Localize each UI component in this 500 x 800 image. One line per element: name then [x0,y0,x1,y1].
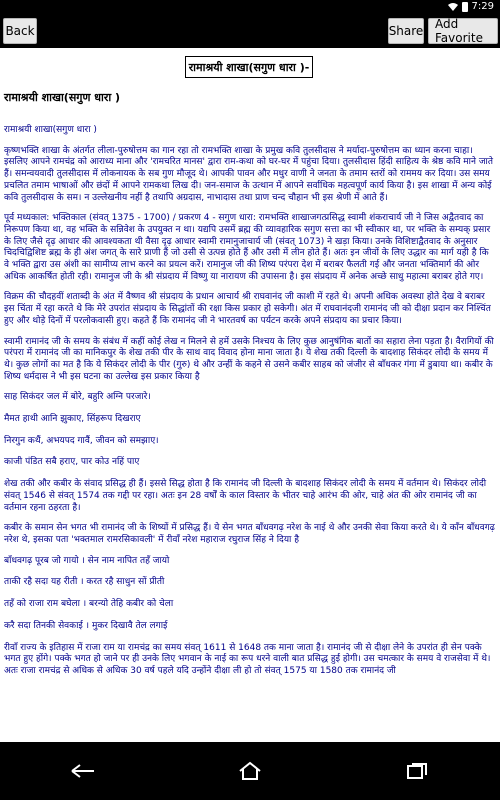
back-button[interactable]: Back [3,18,37,44]
back-arrow-icon[interactable] [63,756,103,786]
add-favorite-button[interactable]: Add Favorite [428,18,498,44]
section-heading: रामाश्रयी शाखा(सगुण धारा ) [4,91,121,104]
share-button[interactable]: Share [388,18,424,44]
article-content[interactable] [0,48,500,742]
top-toolbar [0,14,500,48]
recent-apps-icon[interactable] [397,756,437,786]
paragraph: शेख तकी और कबीर के संवाद प्रसिद्ध ही हैं। इससे सिद्ध होता है कि रामानंद जी दिल्ली के बादशाह सिकंदर लोदी के समय में वर्तमान थे। सिकंदर लोदी संवत् 1546 से संवत् 1574 तक गद्दी पर रहा। अतः इन 28 वर्षों के काल विस्तार के भीतर चाहे आरंभ की ओर, चाहे अंत की ओर रामानंद जी का वर्तमान रहना ठहरता है। [4,479,487,513]
paragraph: विक्रम की चौदहवीं शताब्दी के अंत में वैष्णव श्री संप्रदाय के प्रधान आचार्य श्री राघवानंद जी काशी में रहते थे। अपनी अधिक अवस्था होते देख वे बराबर इस चिंता में रहा करते थे कि मेरे उपरांत संप्रदाय के सिद्धांतों की रक्षा किस प्रकार हो सकेगी। अंत में राघवानंदजी रामानंद जी को दीक्षा प्रदान कर निश्चिंत हुए और थोड़े दिनों में परलोकवासी हुए। कहते हैं कि रामानंद जी ने भारतवर्ष का पर्यटन करके अपने संप्रदाय का प्रचार किया। [4,292,491,326]
verse-line: काजी पंडित सबै हराए, पार कोउ नहिं पाए [4,457,140,468]
verse-line: बाँधवगढ़ पूरब जो गायो । सेन नाम नापित तहँ जायो [4,555,170,566]
home-icon[interactable] [230,756,270,786]
verse-line: करै सदा तिनकी सेवकाई । मुकर दिखावै तेल लगाई [4,620,168,631]
paragraph: रामाश्रयी शाखा(सगुण धारा ) [4,125,97,135]
paragraph: स्वामी रामानंद जी के समय के संबंध में कहीं कोई लेख न मिलने से हमें उसके निश्चय के लिए कुछ आनुषंगिक बातों का सहारा लेना पड़ता है। वैरागियों की परंपरा में रामानंद जी का मानिकपुर के शेख तकी पीर के साथ वाद विवाद होना माना जाता है। ये शेख तकी दिल्ली के बादशाह सिकंदर लोदी के समय में थे। कुछ लोगों का मत है कि ये सिकंदर लोदी के पीर (गुरु) थे और उन्हीं के कहने से उसने कबीर साहब को जंजीर से बाँधकर गंगा में डुबाया था। कबीर के शिष्य धर्मदास ने भी इस घटना का उल्लेख इस प्रकार किया है [4,336,494,382]
wifi-icon [448,2,458,12]
battery-icon [462,2,468,12]
status-icons [448,1,494,12]
verse-line: तहँ को राजा राम बघेला । बरन्यो तेहि कबीर को चेला [4,599,174,610]
verse-line: निरगुन कथैं, अभयपद गावैं, जीवन को समझाए। [4,435,159,446]
paragraph: कृष्णभक्ति शाखा के अंतर्गत लीला-पुरुषोत्तम का गान रहा तो रामभक्ति शाखा के प्रमुख कवि तुलसीदास ने मर्यादा-पुरुषोत्तम का ध्यान करना चाहा। इसलिए आपने रामचंद्र को आराध्य माना और 'रामचरित मानस' द्वारा राम-कथा को घर-घर में पहुंचा दिया। तुलसीदास हिंदी साहित्य के श्रेष्ठ कवि माने जाते हैं। समन्वयवादी तुलसीदास में लोकनायक के सब गुण मौजूद थे। आपकी पावन और मधुर वाणी ने जनता के तमाम स्तरों को राममय कर दिया। उस समय प्रचलित तमाम भाषाओं और छंदों में आपने रामकथा लिख दी। जन-समाज के उत्थान में आपने सर्वाधिक महत्वपूर्ण कार्य किया है। इस शाखा में अन्य कोई कवि तुलसीदास के सम। न उल्लेखनीय नहीं है तथापि अग्रदास, नाभादास तथा प्राण चन्द चौहान भी इस श्रेणी में आते हैं। [4,145,494,203]
paragraph: रीवाँ राज्य के इतिहास में राजा राम या रामचंद्र का समय संवत् 1611 से 1648 तक माना जाता है। रामानंद जी से दीक्षा लेने के उपरांत ही सेन पक्के भगत हुए होंगे। पक्के भगत हो जाने पर ही उनके लिए भगवान के नाई का रूप धरने वाली बात प्रसिद्ध हुई होगी। उस चमत्कार के समय वे राजसेवा में थे। अतः राजा रामचंद्र से अधिक से अधिक 30 वर्ष पहले यदि उन्होंने दीक्षा ली हो तो संवत् 1575 या 1580 तक रामानंद जी [4,642,491,676]
verse-line: मैमत हाथी आनि झुकाए, सिंहरूप दिखराए [4,414,141,425]
verse-line: ताकी रहै सदा यह रीती । करत रहै साधुन सों प्रीती [4,577,165,588]
article-body [4,125,496,687]
page-title: रामाश्रयी शाखा(सगुण धारा )- [185,56,313,78]
status-time: 7:29 [471,1,494,12]
system-nav-bar [0,742,500,800]
status-bar [0,0,500,14]
paragraph: कबीर के समान सेन भगत भी रामानंद जी के शिष्यों में प्रसिद्ध हैं। ये सेन भगत बाँधवगढ़ नरेश के नाई थे और उनकी सेवा किया करते थे। ये काँन बाँधवगढ़ नरेश थे, इसका पता 'भक्तमाल रामरसिकावली' में रीवाँ नरेश महाराज रघुराज सिंह ने दिया है [4,523,495,545]
verse-line: साह सिकंदर जल में बोरे, बहुरि अग्नि परजारे। [4,392,151,403]
paragraph: पूर्व मध्यकाल: भक्तिकाल (संवत् 1375 - 1700) / प्रकरण 4 - सगुण धारा: रामभक्ति शाखाजगत्प्रसिद्ध स्वामी शंकराचार्य जी ने जिस अद्वैतवाद का निरूपण किया था, वह भक्ति के सन्निवेश के उपयुक्त न था। यद्यपि उसमें ब्रह्म की व्यावहारिक सगुण सत्ता का भी स्वीकार था, पर भक्ति के सम्यक् प्रसार के लिए जैसे दृढ़ आधार की आवश्यकता थी वैसा दृढ़ आधार स्वामी रामानुजाचार्य जी (संवत् 1073) ने खड़ा किया। उनके विशिष्टाद्वैतवाद के अनुसार चिदचिद्विशिष्ट ब्रह्म के ही अंश जगत् के सारे प्राणी हैं जो उसी से उत्पन्न होते हैं और उसी में लीन होते हैं। अतः इन जीवों के लिए उद्धार का मार्ग यही है कि वे भक्ति द्वारा उस अंशी का सामीप्य लाभ करने का प्रयत्न करें। रामानुज जी की शिष्य परंपरा देश में बराबर फैलती गई और जनता भक्तिमार्ग की ओर अधिक आकर्षित होती रही। रामानुज जी के श्री संप्रदाय में विष्णु या नारायण की उपासना है। इस संप्रदाय में अनेक अच्छे साधु महात्मा बराबर होते गए। [4,213,491,282]
